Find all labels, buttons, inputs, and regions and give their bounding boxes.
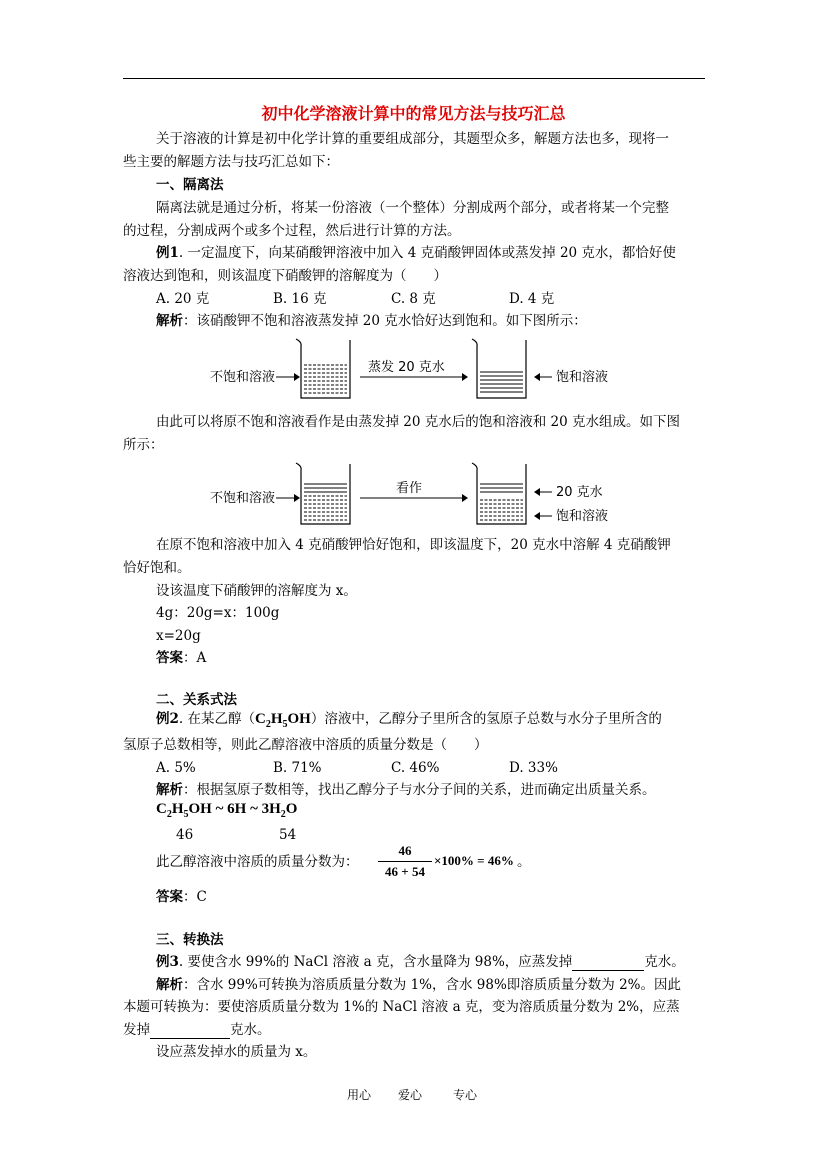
option-c: C. 8 克 — [391, 291, 436, 307]
analysis-2-label: 解析 — [156, 782, 183, 798]
diagram-composition — [200, 460, 630, 530]
example-1-line-2: 溶液达到饱和，则该温度下硝酸钾的溶解度为（ ） — [123, 268, 447, 284]
mass-right: 54 — [279, 827, 297, 843]
analysis-3-line-1 — [156, 976, 681, 994]
example-3-post: 克水。 — [644, 954, 685, 970]
beaker-2-icon — [472, 339, 526, 398]
example-2-line-1 — [156, 710, 662, 734]
analysis-1 — [156, 312, 587, 330]
diagram-2-right-label-top: 20 克水 — [556, 485, 603, 500]
answer-2-label: 答案 — [156, 889, 183, 905]
fraction-numerator: 46 — [398, 843, 412, 858]
answer-1-label: 答案 — [156, 650, 183, 666]
fraction-intro: 此乙醇溶液中溶质的质量分数为： — [156, 854, 359, 870]
intro-line-2: 些主要的解题方法与技巧汇总如下： — [123, 154, 339, 170]
option-2-d: D. 33% — [509, 760, 558, 776]
diagram-evaporation — [200, 336, 630, 404]
example-3-line — [156, 953, 685, 971]
fraction-denominator: 46 + 54 — [385, 864, 425, 879]
middle-line-2: 所示： — [123, 437, 164, 453]
page-title: 初中化学溶液计算中的常见方法与技巧汇总 — [261, 104, 566, 123]
diagram-1-arrow-label: 蒸发 20 克水 — [368, 360, 445, 375]
analysis-3-line-2: 本题可转换为：要使溶质质量分数为 1%的 NaCl 溶液 a 克，变为溶质质量分数为 2%，应蒸 — [123, 999, 680, 1015]
answer-2 — [156, 888, 207, 906]
diagram-1-left-label: 不饱和溶液 — [210, 370, 276, 385]
example-2-line-2: 氢原子总数相等，则此乙醇溶液中溶质的质量分数是（ ） — [123, 737, 488, 753]
beaker-4-icon — [472, 463, 526, 524]
option-2-c: C. 46% — [391, 760, 440, 776]
example-1-line-1 — [156, 244, 676, 262]
section-3-heading: 三、转换法 — [156, 932, 224, 948]
example-1-label: 例1 — [156, 245, 179, 261]
analysis-2 — [156, 781, 656, 799]
diagram-2-right-label-bottom: 饱和溶液 — [556, 509, 609, 524]
option-a: A. 20 克 — [156, 291, 210, 307]
analysis-3-line-3-post: 克水。 — [230, 1022, 271, 1038]
fraction-result: ×100% = 46% — [434, 853, 514, 868]
mass-left: 46 — [176, 827, 194, 843]
option-d: D. 4 克 — [509, 291, 555, 307]
section-1-desc-1: 隔离法就是通过分析，将某一份溶液（一个整体）分割成两个部分，或者将某一个完整 — [156, 200, 669, 216]
option-b: B. 16 克 — [273, 291, 327, 307]
answer-blank-1 — [572, 956, 644, 971]
analysis-3-label: 解析 — [156, 977, 183, 993]
analysis-3-line-3 — [123, 1021, 271, 1039]
equation-2: x=20g — [156, 628, 201, 644]
footer-word-1: 用心 — [347, 1088, 372, 1102]
header-rule — [123, 78, 705, 79]
example-1-text: . 一定温度下，向某硝酸钾溶液中加入 4 克硝酸钾固体或蒸发掉 20 克水，都恰好使 — [178, 245, 676, 261]
option-2-b: B. 71% — [273, 760, 322, 776]
footer-word-3: 专心 — [453, 1088, 478, 1102]
section-2-heading: 二、关系式法 — [156, 692, 237, 708]
answer-1-value: ：A — [183, 650, 207, 666]
equation-1: 4g：20g=x：100g — [156, 605, 280, 621]
relation-formula: $C_2H_5OH$ ~ 6H ~ $3H_2O$ — [156, 801, 298, 820]
option-2-a: A. 5% — [156, 760, 196, 776]
diagram-2-arrow-label: 看作 — [396, 481, 423, 496]
analysis-3-text-1: ：含水 99%可转换为溶质质量分数为 1%，含水 98%即溶质质量分数为 2%。因此 — [183, 977, 682, 993]
example-3-pre: . 要使含水 99%的 NaCl 溶液 a 克，含水量降为 98%，应蒸发掉 — [178, 954, 573, 970]
let-line-1: 设该温度下硝酸钾的溶解度为 x。 — [156, 583, 357, 599]
example-2-pre: . 在某乙醇（ — [178, 711, 255, 727]
answer-2-value: ：C — [183, 889, 207, 905]
answer-1 — [156, 649, 206, 667]
middle-line-1: 由此可以将原不饱和溶液看作是由蒸发掉 20 克水后的饱和溶液和 20 克水组成。如下图 — [156, 414, 681, 430]
after-line-1: 在原不饱和溶液中加入 4 克硝酸钾恰好饱和，即该温度下，20 克水中溶解 4 克硝酸钾 — [156, 537, 671, 553]
footer-word-2: 爱心 — [398, 1088, 423, 1102]
example-2-label: 例2 — [156, 711, 179, 727]
ethanol-formula: $C_2H_5OH$ — [255, 711, 311, 730]
beaker-3-icon — [296, 463, 350, 524]
analysis-1-label: 解析 — [156, 313, 183, 329]
fraction-end: 。 — [517, 854, 531, 870]
section-1-desc-2: 的过程，分割成两个或多个过程，然后进行计算的方法。 — [123, 223, 461, 239]
intro-line-1: 关于溶液的计算是初中化学计算的重要组成部分，其题型众多，解题方法也多，现将一 — [156, 131, 669, 147]
section-1-heading: 一、隔离法 — [156, 177, 224, 193]
answer-blank-2 — [150, 1024, 230, 1039]
diagram-2-left-label: 不饱和溶液 — [210, 491, 276, 506]
analysis-2-text: ：根据氢原子数相等，找出乙醇分子与水分子间的关系，进而确定出质量关系。 — [183, 782, 656, 798]
example-3-label: 例3 — [156, 954, 179, 970]
fraction-bar — [378, 861, 432, 862]
analysis-1-text: ：该硝酸钾不饱和溶液蒸发掉 20 克水恰好达到饱和。如下图所示： — [183, 313, 587, 329]
after-line-2: 恰好饱和。 — [123, 560, 191, 576]
let-line-3: 设应蒸发掉水的质量为 x。 — [156, 1044, 317, 1060]
example-2-post: ）溶液中，乙醇分子里所含的氢原子总数与水分子里所含的 — [310, 711, 662, 727]
analysis-3-line-3-pre: 发掉 — [123, 1022, 150, 1038]
diagram-1-right-label: 饱和溶液 — [556, 370, 609, 385]
